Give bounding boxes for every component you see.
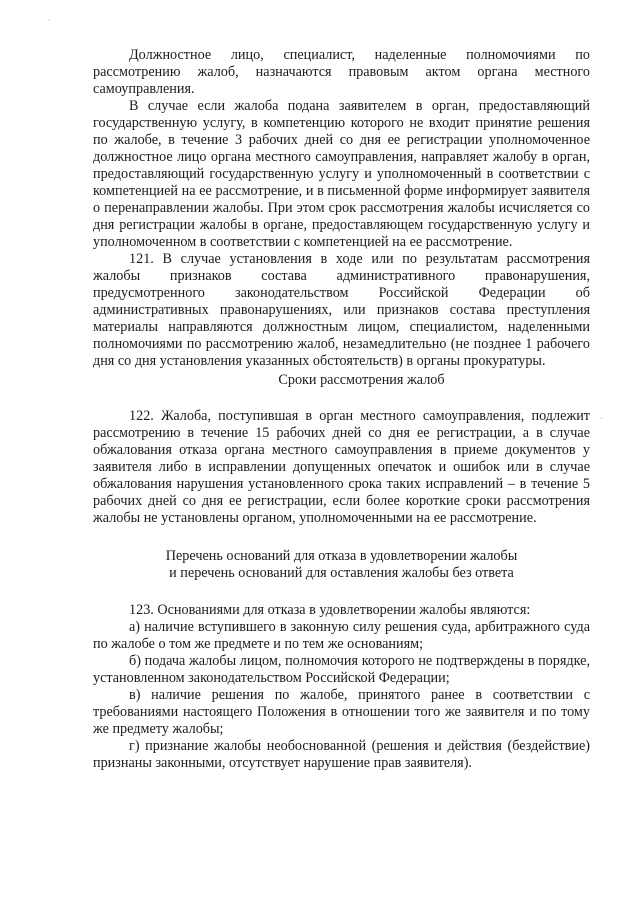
paragraph-123-intro: 123. Основаниями для отказа в удовлетворении жалобы являются: — [129, 602, 531, 618]
scan-mark: · — [48, 15, 51, 25]
list-item-v: в) наличие решения по жалобе, принятого ранее в соответствии с требованиями настоящего Положения в отношении того же заявителя и по тому же предмету жалобы; — [93, 687, 590, 737]
list-item-g: г) признание жалобы необоснованной (решения и действия (бездействие) признаны законными, отсутствует нарушение прав заявителя). — [93, 738, 590, 771]
paragraph: Должностное лицо, специалист, наделенные полномочиями по рассмотрению жалоб, назначаются правовым актом органа местного самоуправления. — [93, 47, 590, 97]
section-heading-review-terms: Сроки рассмотрения жалоб — [278, 372, 445, 388]
section-heading-refusal-grounds-line1: Перечень оснований для отказа в удовлетворении жалобы — [165, 548, 518, 564]
section-heading-refusal-grounds-line2: и перечень оснований для оставления жалобы без ответа — [169, 565, 514, 581]
paragraph-122: 122. Жалоба, поступившая в орган местного самоуправления, подлежит рассмотрению в течение 15 рабочих дней со дня ее регистрации, а в случае обжалования отказа органа местного самоуправления в приеме документов у заявителя либо в исправлении допущенных опечаток и ошибок или в случае обжалования нарушения установленного срока таких исправлений – в течение 5 рабочих дней со дня ее регистрации, если более короткие сроки рассмотрения жалобы не установлены органом, уполномоченными на ее рассмотрение. — [93, 408, 590, 526]
list-item-a: а) наличие вступившего в законную силу решения суда, арбитражного суда по жалобе о том же предмете и по тем же основаниям; — [93, 619, 590, 652]
list-item-b: б) подача жалобы лицом, полномочия которого не подтверждены в порядке, установленном законодательством Российской Федерации; — [93, 653, 590, 686]
paragraph-121: 121. В случае установления в ходе или по результатам рассмотрения жалобы признаков состава административного правонарушения, предусмотренного законодательством Российской Федерации об административных правонарушениях, или признаков состава преступления материалы направляются должностным лицом, специалистом, наделенными полномочиями по рассмотрению жалоб, незамедлительно (не позднее 1 рабочего дня со дня установления указанных обстоятельств) в органы прокуратуры. — [93, 251, 590, 369]
paragraph: В случае если жалоба подана заявителем в орган, предоставляющий государственную услугу, в компетенцию которого не входит принятие решения по жалобе, в течение 3 рабочих дней со дня ее регистрации уполномоченное должностное лицо органа местного самоуправления, направляет жалобу в орган, предоставляющий государственную услугу и уполномоченный в соответствии с компетенцией на ее рассмотрение, и в письменной форме информирует заявителя о перенаправлении жалобы. При этом срок рассмотрения жалобы исчисляется со дня регистрации жалобы в органе, предоставляющем государственную услугу и уполномоченном в соответствии с компетенцией на ее рассмотрение. — [93, 98, 590, 250]
scan-mark: · — [600, 413, 603, 423]
